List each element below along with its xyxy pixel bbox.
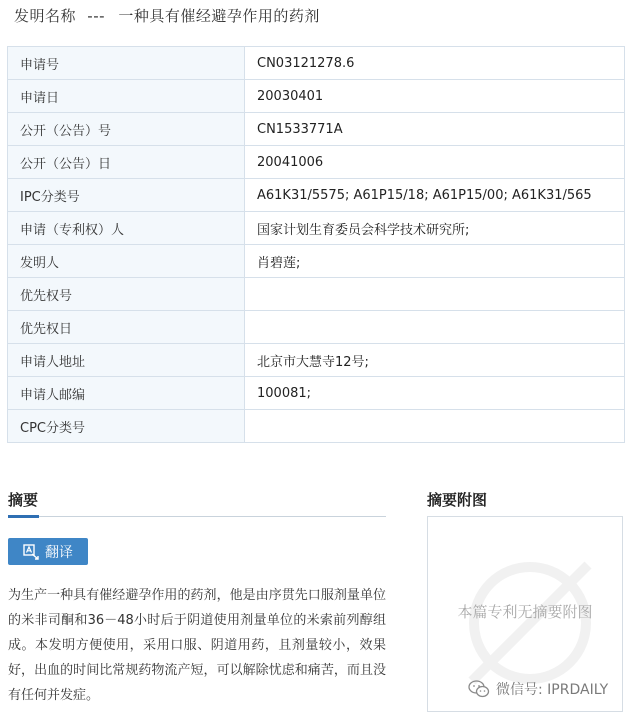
row-label: 发明人 [8, 245, 245, 278]
row-value [245, 278, 625, 311]
row-value: CN1533771A [245, 113, 625, 146]
abstract-heading-accent [8, 515, 39, 518]
row-label: 公开（公告）号 [8, 113, 245, 146]
table-row [8, 245, 625, 278]
invention-title: 一种具有催经避孕作用的药剂 [118, 7, 320, 25]
table-row [8, 377, 625, 410]
title-separator: --- [87, 7, 106, 25]
row-value [245, 311, 625, 344]
row-label: 申请人邮编 [8, 377, 245, 410]
wechat-icon [468, 679, 490, 699]
bibliographic-table [7, 46, 625, 443]
table-row [8, 344, 625, 377]
abstract-divider [8, 516, 386, 517]
table-row [8, 146, 625, 179]
row-value: 北京市大慧寺12号; [245, 344, 625, 377]
row-label: 申请人地址 [8, 344, 245, 377]
translate-button[interactable] [8, 538, 88, 565]
row-label: 申请日 [8, 80, 245, 113]
row-label: IPC分类号 [8, 179, 245, 212]
page-title [14, 3, 320, 29]
row-value: 国家计划生育委员会科学技术研究所; [245, 212, 625, 245]
abstract-heading: 摘要 [8, 491, 39, 509]
row-label: 申请（专利权）人 [8, 212, 245, 245]
row-value: A61K31/5575; A61P15/18; A61P15/00; A61K31/565 [245, 179, 625, 212]
row-value: CN03121278.6 [245, 47, 625, 80]
translate-icon [23, 544, 39, 560]
row-label: CPC分类号 [8, 410, 245, 443]
watermark-text: 微信号: IPRDAILY [496, 682, 609, 698]
title-prefix: 发明名称 [14, 7, 77, 25]
row-label: 优先权号 [8, 278, 245, 311]
table-row [8, 80, 625, 113]
row-label: 优先权日 [8, 311, 245, 344]
row-value [245, 410, 625, 443]
row-value: 20030401 [245, 80, 625, 113]
table-row [8, 212, 625, 245]
row-label: 申请号 [8, 47, 245, 80]
table-row [8, 113, 625, 146]
row-label: 公开（公告）日 [8, 146, 245, 179]
row-value: 20041006 [245, 146, 625, 179]
no-figure-text: 本篇专利无摘要附图 [457, 603, 593, 621]
abstract-text: 为生产一种具有催经避孕作用的药剂，他是由序贯先口服剂量单位的米非司酮和36－48小时后于阴道使用剂量单位的米索前列醇组成。本发明方便使用，采用口服、阴道用药，且剂量较小，效果好，出血的时间比常规药物流产短，可以解除忧虑和痛苦，而且没有任何并发症。 [8, 588, 386, 703]
table-row [8, 278, 625, 311]
watermark [468, 678, 608, 700]
table-row [8, 410, 625, 443]
table-row [8, 179, 625, 212]
row-value: 肖碧莲; [245, 245, 625, 278]
row-value: 100081; [245, 377, 625, 410]
abstract-figure-heading: 摘要附图 [427, 491, 488, 509]
translate-label: 翻译 [45, 544, 73, 561]
table-row [8, 311, 625, 344]
table-row [8, 47, 625, 80]
